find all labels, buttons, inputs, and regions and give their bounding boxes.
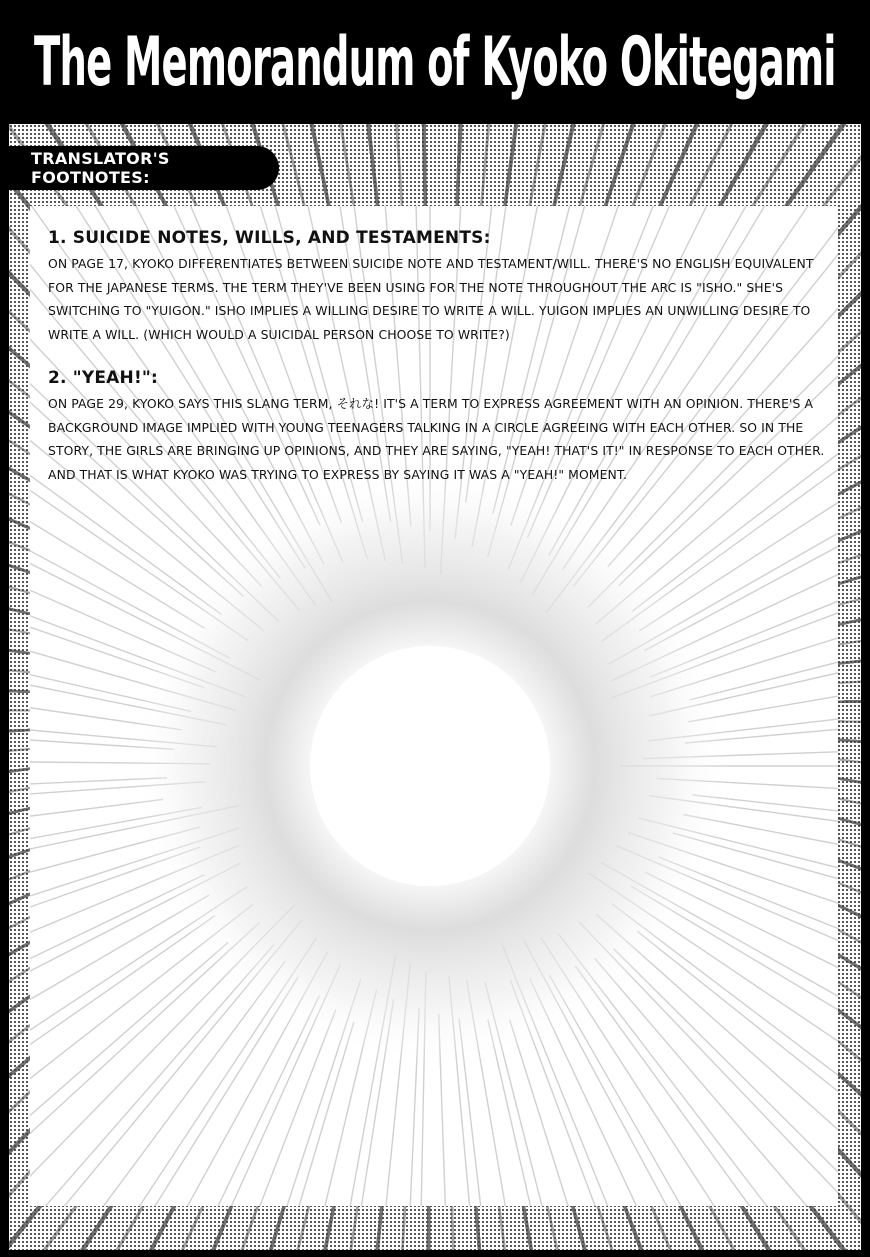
page-header bbox=[0, 0, 870, 124]
speed-line bbox=[30, 916, 215, 1206]
halftone-frame bbox=[9, 124, 861, 1250]
speed-line bbox=[595, 958, 838, 1206]
note-body: ON PAGE 29, KYOKO SAYS THIS SLANG TERM, それな! IT'S A TERM TO EXPRESS AGREEMENT WITH AN OPINION. THERE'S A BACKGROUND IMAGE IMPLIED WITH YOUNG TEENAGERS TALKING IN A CIRCLE AGREEING WITH EACH OTHER. SO IN THE STORY, THE GIRLS ARE BRINGING UP OPINIONS, AND THEY ARE SAYING, "YEAH! THAT'S IT!" IN RESPONSE TO EACH OTHER. AND THAT IS WHAT KYOKO WAS TRYING TO EXPRESS BY SAYING IT WAS A "YEAH!" MOMENT. bbox=[48, 396, 825, 482]
page-title: The Memorandum of Kyoko Okitegami bbox=[34, 22, 836, 102]
section-badge bbox=[9, 146, 279, 190]
speed-line bbox=[614, 949, 838, 1206]
note-body: ON PAGE 17, KYOKO DIFFERENTIATES BETWEEN SUICIDE NOTE AND TESTAMENT/WILL. THERE'S NO ENGLISH EQUIVALENT FOR THE JAPANESE TERMS. THE TERM THEY'VE BEEN USING FOR THE NOTE THROUGHOUT THE ARC IS "ISHO." SHE'S SWITCHING TO "YUIGON." ISHO IMPLIES A WILLING DESIRE TO WRITE A WILL. YUIGON IMPLIES AN UNWILLING DESIRE TO WRITE A WILL. (WHICH WOULD A SUICIDAL PERSON CHOOSE TO WRITE?) bbox=[48, 256, 814, 342]
note-section bbox=[48, 368, 833, 486]
speed-line bbox=[637, 931, 838, 1206]
notes-content bbox=[48, 228, 833, 508]
note-heading: 1. SUICIDE NOTES, WILLS, AND TESTAMENTS: bbox=[48, 228, 491, 248]
speed-line bbox=[181, 1022, 354, 1206]
section-badge-label: TRANSLATOR'S FOOTNOTES: bbox=[31, 149, 170, 187]
notes-panel bbox=[30, 206, 838, 1206]
note-heading: 2. "YEAH!": bbox=[48, 368, 158, 388]
note-section bbox=[48, 228, 833, 346]
